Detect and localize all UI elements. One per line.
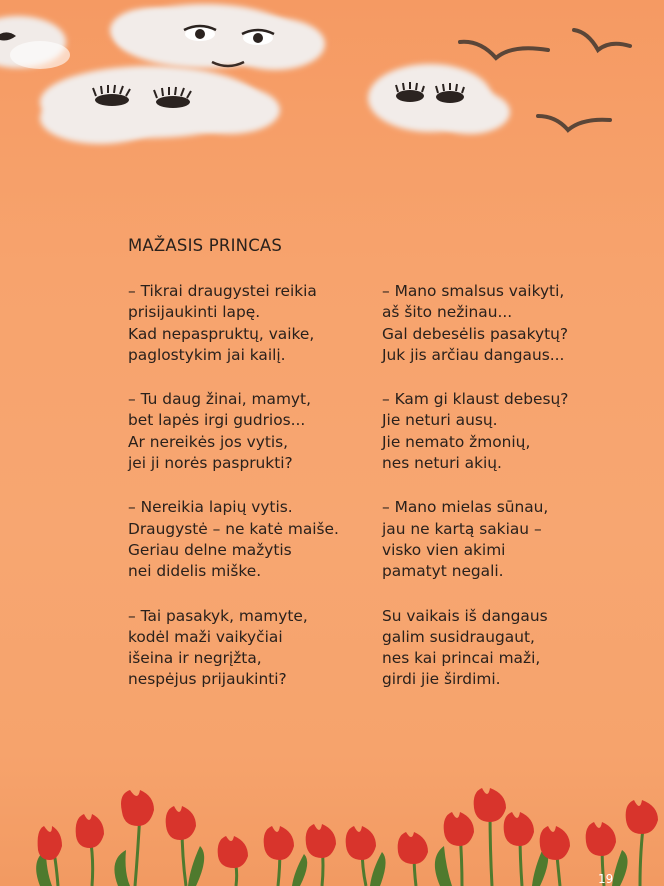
poem-line: Gal debesėlis pasakytų? [382, 324, 569, 343]
poem-line: paglostykim jai kailį. [128, 345, 286, 364]
poem-line: visko vien akimi [382, 540, 506, 559]
poem-line: pamatyt negali. [382, 562, 504, 581]
poem-line: Geriau delne mažytis [128, 540, 292, 559]
poem-line: išeina ir negrįžta, [128, 649, 262, 668]
stanza [382, 497, 632, 582]
poem-line: jau ne kartą sakiau – [382, 519, 542, 538]
poem-line: nei didelis miške. [128, 562, 262, 581]
stanza [382, 281, 632, 366]
bird-2 [574, 30, 630, 50]
poem-line: – Nereikia lapių vytis. [128, 498, 293, 517]
poem-line: – Kam gi klaust debesų? [382, 390, 569, 409]
poem-line: prisijaukinti lapę. [128, 303, 261, 322]
poem-line: jei ji norės pasprukti? [128, 454, 293, 473]
poem-line: galim susidraugaut, [382, 627, 535, 646]
poem-line: bet lapės irgi gudrios... [128, 411, 306, 430]
cloud-left [0, 16, 70, 69]
poem-line: aš šito nežinau... [382, 303, 513, 322]
cloud-right [368, 64, 510, 134]
poem-line: – Mano mielas sūnau, [382, 498, 549, 517]
stanza [382, 606, 632, 691]
poem-column-left [128, 281, 378, 714]
poem-line: Ar nereikės jos vytis, [128, 432, 289, 451]
poem-line: nespėjus prijaukinti? [128, 670, 287, 689]
poem-line: nes neturi akių. [382, 454, 502, 473]
page-number: 19 [598, 872, 614, 886]
bird-1 [460, 42, 548, 58]
bird-3 [538, 116, 610, 130]
poem-column-right [382, 281, 632, 714]
poem-line: Juk jis arčiau dangaus... [382, 345, 565, 364]
poem-line: girdi jie širdimi. [382, 670, 501, 689]
poem-title: MAŽASIS PRINCAS [128, 236, 283, 255]
stanza [382, 389, 632, 474]
stanza [128, 497, 378, 582]
poem-line: – Tikrai draugystei reikia [128, 282, 317, 300]
poem-line: – Tai pasakyk, mamyte, [128, 606, 308, 625]
poem-line: nes kai princai maži, [382, 649, 541, 668]
stanza [128, 389, 378, 474]
tulips [36, 788, 658, 886]
stanza [128, 281, 378, 366]
cloud-smiling [110, 4, 325, 70]
poem-line: Jie nemato žmonių, [382, 432, 531, 451]
poem-line: – Tu daug žinai, mamyt, [128, 390, 311, 409]
poem-line: kodėl maži vaikyčiai [128, 627, 283, 646]
poem-line: Jie neturi ausų. [382, 411, 498, 430]
stanza [128, 606, 378, 691]
cloud-lashes [40, 66, 280, 144]
poem-line: – Mano smalsus vaikyti, [382, 282, 565, 300]
poem-line: Kad nepaspruktų, vaike, [128, 324, 315, 343]
poem-line: Draugystė – ne katė maiše. [128, 519, 339, 538]
poem-line: Su vaikais iš dangaus [382, 606, 548, 625]
